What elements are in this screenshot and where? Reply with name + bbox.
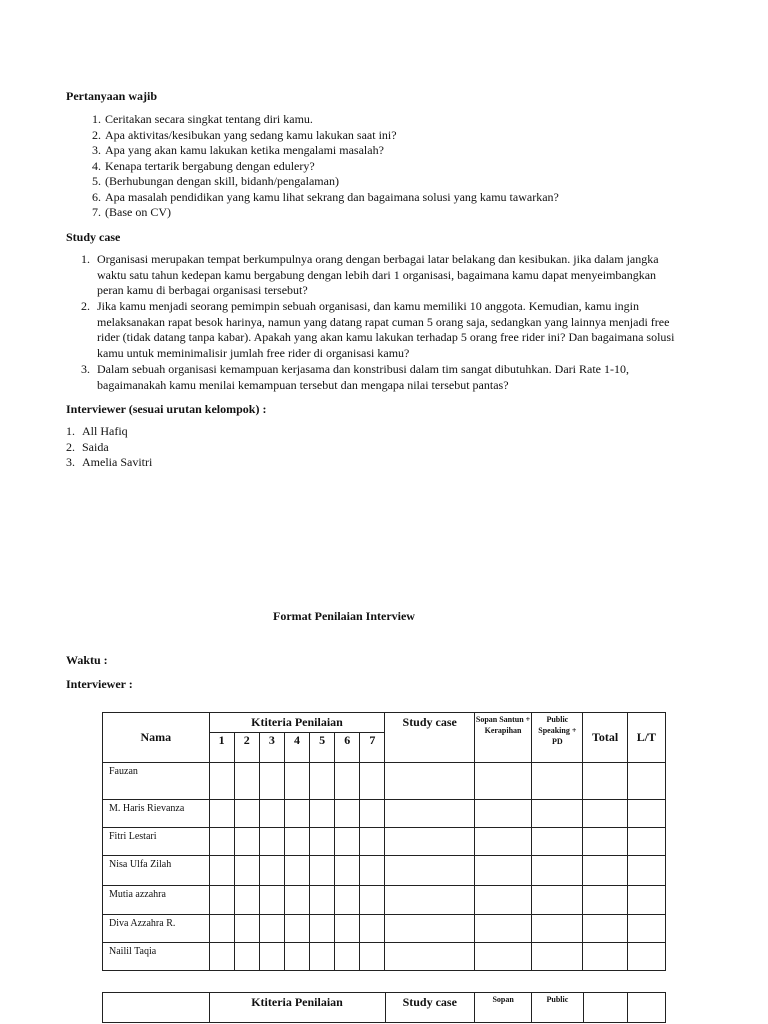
table-row [103,856,666,886]
score-cell[interactable] [583,943,627,971]
score-cell[interactable] [284,856,309,886]
score-cell[interactable] [310,828,335,856]
score-cell[interactable] [310,886,335,915]
score-cell[interactable] [259,763,284,800]
list-number: 7. [92,205,101,219]
total-header-empty [583,993,627,1023]
kriteria-header: Ktiteria Penilaian [209,993,385,1023]
nama-header-empty [103,993,210,1023]
table-row [103,800,666,828]
question-item: (Base on CV) [105,205,171,219]
nama-header: Nama [103,713,210,763]
score-cell[interactable] [360,915,385,943]
score-cell[interactable] [234,800,259,828]
kriteria-header: Ktiteria Penilaian [209,713,385,733]
score-cell[interactable] [627,800,665,828]
score-cell[interactable] [335,915,360,943]
score-cell[interactable] [234,915,259,943]
criteria-number: 4 [284,733,309,763]
criteria-number: 1 [209,733,234,763]
score-cell[interactable] [532,943,583,971]
score-cell[interactable] [335,800,360,828]
question-item: (Berhubungan dengan skill, bidanh/pengalaman) [105,174,339,188]
score-cell[interactable] [234,828,259,856]
score-cell[interactable] [627,763,665,800]
score-cell[interactable] [284,828,309,856]
score-cell[interactable] [583,800,627,828]
criteria-number: 7 [360,733,385,763]
candidate-name: M. Haris Rievanza [103,800,210,828]
score-cell[interactable] [385,763,474,800]
score-cell[interactable] [583,856,627,886]
score-cell[interactable] [234,856,259,886]
public-header: Public Speaking + PD [532,713,583,763]
scoring-table-2 [102,992,666,1023]
score-cell[interactable] [234,763,259,800]
score-cell[interactable] [474,943,531,971]
score-cell[interactable] [532,856,583,886]
criteria-number: 3 [259,733,284,763]
score-cell[interactable] [209,828,234,856]
score-cell[interactable] [583,915,627,943]
score-cell[interactable] [385,886,474,915]
score-cell[interactable] [360,800,385,828]
score-cell[interactable] [209,915,234,943]
score-cell[interactable] [385,915,474,943]
score-cell[interactable] [360,763,385,800]
table-row [103,943,666,971]
score-cell[interactable] [259,915,284,943]
candidate-name: Fitri Lestari [103,828,210,856]
score-cell[interactable] [532,763,583,800]
criteria-number: 6 [335,733,360,763]
study-case-item-2: Jika kamu menjadi seorang pemimpin sebuah organisasi, dan kamu memiliki 10 anggota. Kemudian, kamu ingin melaksanakan rapat besok harinya, namun yang datang rapat cuman 5 orang saja, sedangkan yang lainnya menjadi free rider (tidak datang tanpa kabar). Apakah yang akan kamu lakukan terhadap 5 orang free rider ini? Dan bagaimana solusi kamu untuk meminimalisir jumlah free rider di organisasi kamu? [97,299,675,360]
candidate-name: Nailil Taqia [103,943,210,971]
score-cell[interactable] [209,856,234,886]
score-cell[interactable] [259,943,284,971]
table-row [103,915,666,943]
list-number: 2. [81,299,90,313]
score-cell[interactable] [310,800,335,828]
score-cell[interactable] [284,800,309,828]
score-cell[interactable] [360,886,385,915]
score-cell[interactable] [385,856,474,886]
list-number: 1. [66,424,75,438]
question-item: Kenapa tertarik bergabung dengan edulery? [105,158,315,173]
score-cell[interactable] [234,943,259,971]
score-cell[interactable] [234,886,259,915]
list-number: 6. [92,189,101,204]
score-cell[interactable] [360,828,385,856]
list-number: 2. [66,439,75,454]
table-row [103,828,666,856]
score-cell[interactable] [284,886,309,915]
section-heading-pertanyaan: Pertanyaan wajib [66,89,157,103]
lt-header-empty [627,993,665,1023]
score-cell[interactable] [474,800,531,828]
score-cell[interactable] [335,828,360,856]
score-cell[interactable] [583,828,627,856]
study-case-header: Study case [385,713,474,763]
study-case-header: Study case [385,993,474,1023]
candidate-name: Fauzan [103,763,210,800]
score-cell[interactable] [474,856,531,886]
score-cell[interactable] [627,856,665,886]
score-cell[interactable] [583,763,627,800]
score-cell[interactable] [335,886,360,915]
score-cell[interactable] [532,886,583,915]
question-item: Ceritakan secara singkat tentang diri kamu. [105,112,313,126]
score-cell[interactable] [474,828,531,856]
score-cell[interactable] [474,915,531,943]
sopan-header: Sopan [474,993,531,1023]
score-cell[interactable] [335,763,360,800]
question-item: Apa aktivitas/kesibukan yang sedang kamu lakukan saat ini? [105,127,397,142]
score-cell[interactable] [532,800,583,828]
score-cell[interactable] [335,856,360,886]
table-row [103,763,666,800]
scoring-table [102,712,666,971]
score-cell[interactable] [474,763,531,800]
score-cell[interactable] [583,886,627,915]
table-row [103,886,666,915]
score-cell[interactable] [532,828,583,856]
score-cell[interactable] [360,943,385,971]
score-cell[interactable] [284,915,309,943]
interviewer-label: Interviewer : [66,677,133,691]
question-item: Apa yang akan kamu lakukan ketika mengalami masalah? [105,143,384,157]
list-number: 5. [92,174,101,188]
interviewer-name: All Hafiq [82,424,128,438]
score-cell[interactable] [385,800,474,828]
score-cell[interactable] [310,763,335,800]
score-cell[interactable] [259,886,284,915]
score-cell[interactable] [259,828,284,856]
score-cell[interactable] [627,943,665,971]
section-heading-study-case: Study case [66,230,121,244]
criteria-number: 5 [310,733,335,763]
score-cell[interactable] [284,763,309,800]
list-number: 3. [92,143,101,157]
score-cell[interactable] [310,943,335,971]
list-number: 2. [92,127,101,142]
score-cell[interactable] [335,943,360,971]
study-case-item-1: Organisasi merupakan tempat berkumpulnya orang dengan berbagai latar belakang dan kesibukan. jika dalam jangka waktu satu tahun kedepan kamu bergabung dengan lebih dari 1 organisasi, bagaimana kamu dapat menyeimbangkan peran kamu di berbagai organisasi tersebut? [97,252,659,298]
score-cell[interactable] [209,943,234,971]
candidate-name: Diva Azzahra R. [103,915,210,943]
score-cell[interactable] [385,943,474,971]
candidate-name: Nisa Ulfa Zilah [103,856,210,886]
public-header: Public [532,993,583,1023]
list-number: 1. [81,252,90,266]
criteria-number: 2 [234,733,259,763]
score-cell[interactable] [259,800,284,828]
score-cell[interactable] [474,886,531,915]
candidate-name: Mutia azzahra [103,886,210,915]
list-number: 1. [92,112,101,126]
score-cell[interactable] [310,856,335,886]
score-cell[interactable] [627,886,665,915]
score-cell[interactable] [310,915,335,943]
score-cell[interactable] [259,856,284,886]
list-number: 4. [92,158,101,173]
score-cell[interactable] [209,763,234,800]
score-cell[interactable] [532,915,583,943]
score-cell[interactable] [627,915,665,943]
section-heading-interviewer: Interviewer (sesuai urutan kelompok) : [66,402,267,416]
interviewer-name: Amelia Savitri [82,455,153,469]
waktu-label: Waktu : [66,653,108,667]
score-cell[interactable] [385,828,474,856]
score-cell[interactable] [284,943,309,971]
score-cell[interactable] [360,856,385,886]
list-number: 3. [81,362,90,376]
question-item: Apa masalah pendidikan yang kamu lihat sekrang dan bagaimana solusi yang kamu tawarkan? [105,189,559,204]
sopan-header: Sopan Santun + Kerapihan [474,713,531,763]
total-header: Total [583,713,627,763]
score-cell[interactable] [209,800,234,828]
format-title: Format Penilaian Interview [273,609,415,623]
score-cell[interactable] [209,886,234,915]
score-cell[interactable] [627,828,665,856]
interviewer-name: Saida [82,439,109,454]
list-number: 3. [66,455,75,469]
lt-header: L/T [627,713,665,763]
study-case-item-3: Dalam sebuah organisasi kemampuan kerjasama dan konstribusi dalam tim sangat dibutuhkan. Dari Rate 1-10, bagaimanakah kamu menilai kemampuan tersebut dan mengapa nilai tersebut pantas? [97,362,629,392]
